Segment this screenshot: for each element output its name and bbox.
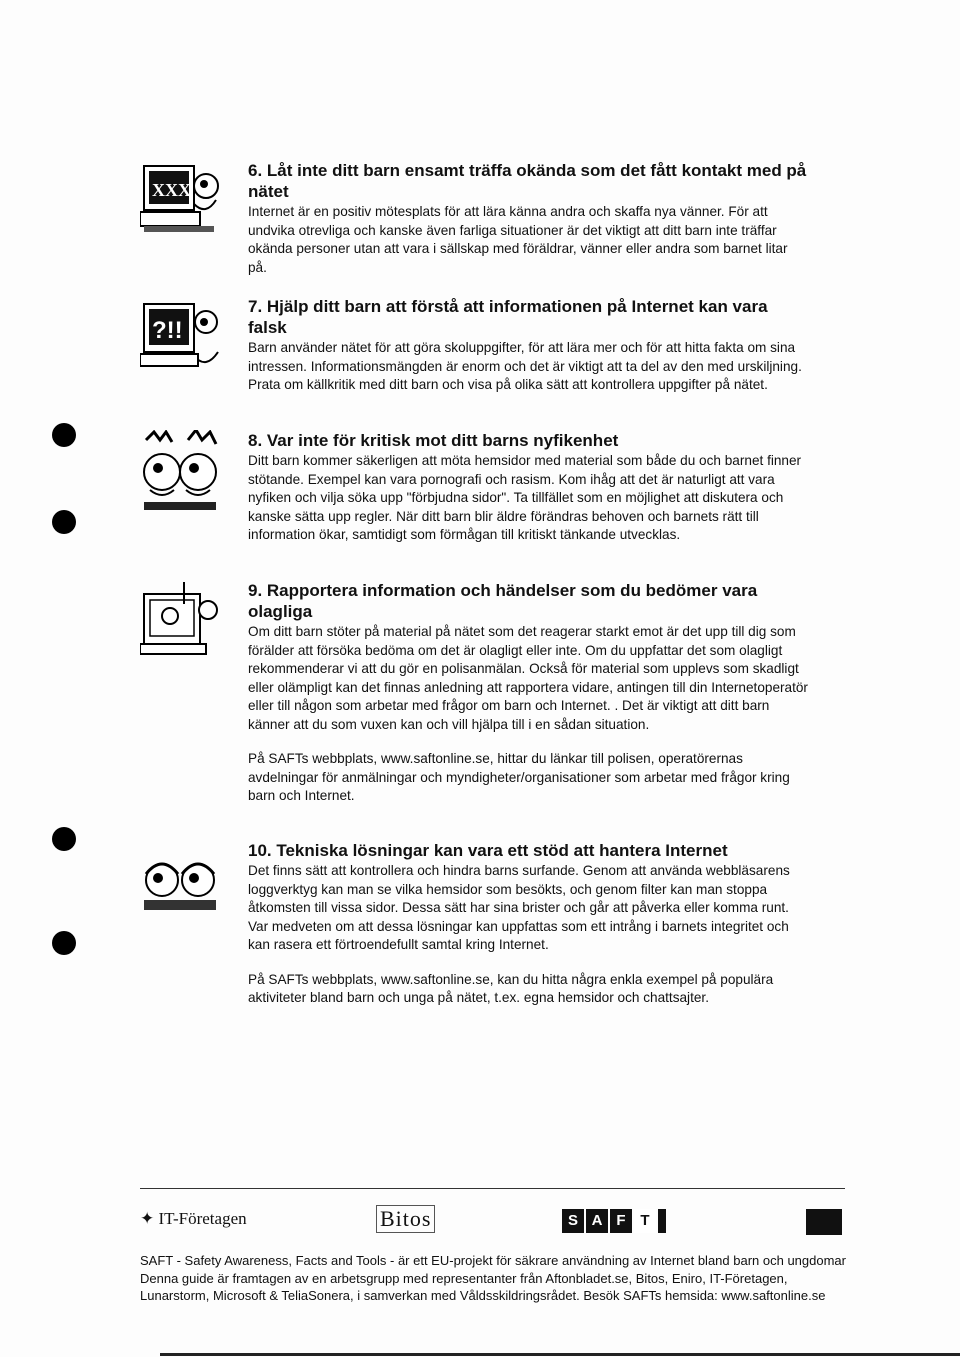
svg-text:XXX: XXX bbox=[152, 180, 191, 200]
two-kids-illustration bbox=[140, 430, 220, 519]
saft-logo bbox=[562, 1209, 666, 1233]
footer-line: Lunarstorm, Microsoft & TeliaSonera, i samverkan med Våldsskildringsrådet. Besök SAFTs hemsida: www.saftonline.se bbox=[140, 1288, 826, 1303]
kids-with-headsets-illustration bbox=[140, 850, 220, 921]
section-6-text bbox=[248, 160, 808, 277]
kid-at-computer-illustration bbox=[140, 580, 220, 665]
section-7-paragraph: Barn använder nätet för att göra skoluppgifter, för att lära mer och för att hitta fakta om sina intressen. Informationsmängden är enorm och det är viktigt att ta del av den med urskiljning. Prata om källkritik med ditt barn och visa på olika sätt att kontrollera uppgifter på nätet. bbox=[248, 340, 802, 392]
section-9-paragraph: På SAFTs webbplats, www.saftonline.se, hittar du länkar till polisen, operatörernas avdelningar för anmälningar och myndigheter/organisationer som arbetar med frågor kring barn och Internet. bbox=[248, 751, 790, 803]
footer-logos bbox=[140, 1205, 850, 1239]
section-7-text bbox=[248, 296, 808, 395]
saft-logo-block bbox=[658, 1209, 666, 1233]
section-7-heading: 7. Hjälp ditt barn att förstå att informationen på Internet kan vara falsk bbox=[248, 297, 768, 337]
section-10-paragraph: På SAFTs webbplats, www.saftonline.se, kan du hitta några enkla exempel på populära aktiviteter bland barn och unga på nätet, t.ex. egna hemsidor och chattsajter. bbox=[248, 971, 774, 1005]
it-foretagen-logo bbox=[140, 1209, 247, 1229]
section-8-heading: 8. Var inte för kritisk mot ditt barns nyfikenhet bbox=[248, 431, 619, 450]
bitos-logo: Bitos bbox=[376, 1205, 435, 1233]
footer-text bbox=[140, 1252, 860, 1305]
footer-line: SAFT - Safety Awareness, Facts and Tools - är ett EU-projekt för säkrare användning av Internet bland barn och ungdomar bbox=[140, 1253, 846, 1268]
bottom-rule bbox=[160, 1353, 960, 1356]
section-6-paragraph: Internet är en positiv mötesplats för att lära känna andra och skaffa nya vänner. För att undvika otrevliga och kanske även farliga situationer är det viktigt att ditt barn inte träffar okända personer utan att vara i sällskap med föräldrar, vänner eller andra som barnet litar på. bbox=[248, 204, 788, 275]
punch-hole bbox=[52, 423, 76, 447]
svg-text:?!!: ?!! bbox=[152, 317, 183, 344]
eu-flag-icon bbox=[806, 1209, 842, 1235]
saft-logo-letter: S bbox=[562, 1209, 584, 1233]
it-foretagen-logo-text: IT-Företagen bbox=[158, 1209, 247, 1228]
footer-line: Denna guide är framtagen av en arbetsgrupp med representanter från Aftonbladet.se, Bitos, Eniro, IT-Företagen, bbox=[140, 1270, 788, 1286]
saft-logo-letter: F bbox=[610, 1209, 632, 1233]
section-9-text bbox=[248, 580, 808, 806]
saft-logo-letter: A bbox=[586, 1209, 608, 1233]
question-screen-illustration bbox=[140, 296, 220, 381]
section-10-paragraph: Det finns sätt att kontrollera och hindra barns surfande. Genom att använda webbläsarens loggverktyg kan man se vilka hemsidor som besökts, och genom filter kan man stoppa åtkomsten till vissa sidor. Dessa sätt har sina brister och går att påverka eller komma runt. Var medveten om att dessa lösningar kan uppfattas som ett intrång i barnets integritet och kan rasera ett förtroendefullt samtal kring Internet. bbox=[248, 863, 790, 952]
section-9-heading: 9. Rapportera information och händelser som du bedömer vara olagliga bbox=[248, 581, 758, 621]
punch-hole bbox=[52, 510, 76, 534]
sparkle-icon: ✦ bbox=[140, 1209, 159, 1228]
punch-hole bbox=[52, 931, 76, 955]
section-10-text bbox=[248, 840, 808, 1008]
punch-hole bbox=[52, 827, 76, 851]
section-8-paragraph: Ditt barn kommer säkerligen att möta hemsidor med material som både du och barnet finner stötande. Exempel kan vara pornografi och rasism. Kom ihåg att det är naturligt att vara nyfiken och vilja söka upp "förbjudna sidor". Ta tillfället som en möjlighet att diskutera och kanske sätta upp regler. När ditt barn blir äldre förändras behoven och barnets rätt till information ökar, samtidigt som förmågan till kritiskt tänkande utvecklas. bbox=[248, 453, 802, 542]
section-6-heading: 6. Låt inte ditt barn ensamt träffa okända som det fått kontakt med på nätet bbox=[248, 161, 807, 201]
saft-logo-letter: T bbox=[634, 1209, 656, 1233]
section-10-heading: 10. Tekniska lösningar kan vara ett stöd att hantera Internet bbox=[248, 841, 728, 860]
section-8-text bbox=[248, 430, 808, 545]
footer-divider bbox=[140, 1188, 845, 1189]
section-9-paragraph: Om ditt barn stöter på material på nätet som det reagerar starkt emot är det upp till dig som förälder att försöka bedöma om det är olagligt eller inte. Om du uppfattar det som olagligt rekommenderar vi att du gör en polisanmälan. Också för material som upplevs som skadligt eller olämpligt kan det finnas anledning att rapportera vidare, antingen till din Internetoperatör eller till någon som arbetar med frågor om barn och Internet. . Det är viktigt att ditt barn känner att du som vuxen kan och vill hjälpa till i en sådan situation. bbox=[248, 624, 808, 732]
computer-xxx-illustration bbox=[140, 160, 220, 243]
